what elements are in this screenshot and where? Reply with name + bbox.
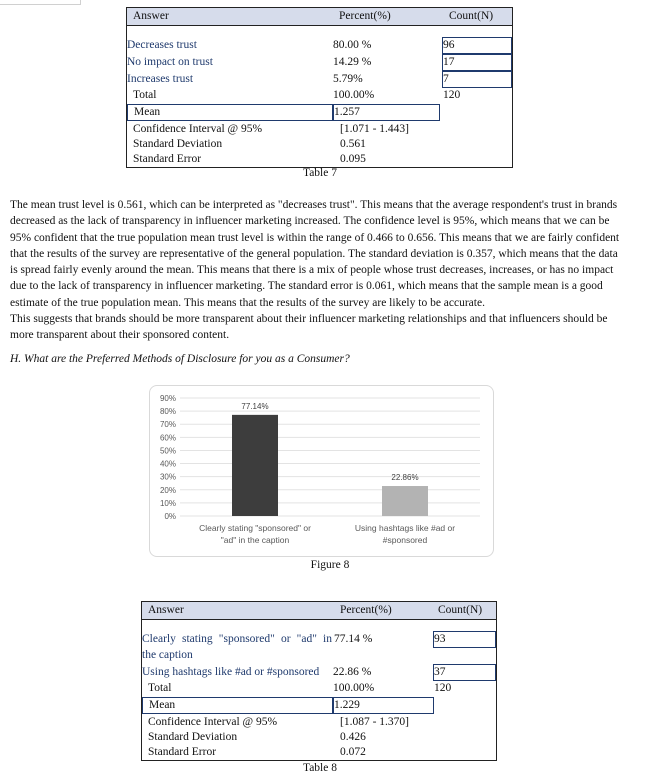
y-tick-label: 60% <box>159 433 176 443</box>
row-answer: Total <box>133 89 157 101</box>
y-tick-label: 50% <box>159 446 176 456</box>
bar <box>382 486 428 516</box>
row-percent: 100.00% <box>333 89 375 101</box>
header-answer: Answer <box>133 10 169 22</box>
x-category-label: Using hashtags like #ad or <box>354 523 456 533</box>
row-count: 17 <box>442 54 512 71</box>
paragraph-line: is spread fairly evenly around the mean. This means that there is a mix of people whose trust decreases, increases, or has no impact <box>10 264 614 277</box>
row-answer: Decreases trust <box>127 39 197 51</box>
row-percent: 14.29 % <box>333 56 372 68</box>
paragraph-line: that the results of the survey are representative of the general population. The standard deviation is 0.357, which means that the data <box>10 247 618 260</box>
bar <box>232 415 278 516</box>
sd-label: Standard Deviation <box>133 138 223 150</box>
row-count: 7 <box>442 71 512 88</box>
table-8 <box>141 601 497 761</box>
ci-label: Confidence Interval @ 95% <box>148 716 278 728</box>
row-count: 96 <box>442 37 512 54</box>
sd-value: 0.426 <box>340 731 366 743</box>
header-percent: Percent(%) <box>340 604 392 616</box>
header-count: Count(N) <box>438 604 483 616</box>
paragraph-line: decreased as the lack of transparency in influencer marketing increased. The confidence level is 95%, which means that we can be <box>10 215 610 228</box>
bar-chart-svg <box>150 386 493 556</box>
paragraph-line: 95% confident that the true population mean trust level is within the range of 0.466 to 0.656. This means that we are fairly confident <box>10 231 620 244</box>
page-top-edge <box>0 0 81 5</box>
paragraph-line: The mean trust level is 0.561, which can be interpreted as "decreases trust". This means that the average respondent's trust in brands <box>10 199 618 211</box>
row-count: 120 <box>434 682 452 694</box>
row-answer: Total <box>148 682 172 694</box>
row-percent: 5.79% <box>333 73 363 85</box>
se-value: 0.095 <box>340 153 366 165</box>
ci-value: [1.071 - 1.443] <box>340 123 409 135</box>
mean-value: 1.257 <box>333 104 440 121</box>
row-percent: 77.14 % <box>334 633 373 645</box>
row-count: 120 <box>443 89 461 101</box>
figure-8-chart <box>149 385 494 557</box>
x-category-label: Clearly stating "sponsored" or <box>199 523 311 533</box>
y-tick-label: 10% <box>159 498 176 508</box>
ci-label: Confidence Interval @ 95% <box>133 123 263 135</box>
header-answer: Answer <box>148 604 184 616</box>
row-answer: Using hashtags like #ad or #sponsored <box>142 666 320 678</box>
x-category-label: #sponsored <box>382 535 428 545</box>
row-count: 93 <box>433 631 496 648</box>
paragraph-line: more transparent about their sponsored content. <box>10 329 230 342</box>
section-heading: H. What are the Preferred Methods of Disclosure for you as a Consumer? <box>10 353 350 365</box>
row-percent: 80.00 % <box>333 39 372 51</box>
figure-8-caption: Figure 8 <box>310 559 350 571</box>
y-tick-label: 40% <box>159 459 176 469</box>
mean-label: Mean <box>127 104 333 121</box>
body-paragraph <box>10 197 632 344</box>
mean-value: 1.229 <box>333 697 434 714</box>
y-tick-label: 30% <box>159 472 176 482</box>
y-tick-label: 70% <box>159 420 176 430</box>
x-category-label: "ad" in the caption <box>220 535 290 545</box>
ci-value: [1.087 - 1.370] <box>340 716 409 728</box>
y-tick-label: 80% <box>159 407 176 417</box>
data-label: 22.86% <box>391 473 419 483</box>
row-answer: No impact on trust <box>127 56 213 68</box>
row-percent: 22.86 % <box>333 666 372 678</box>
se-label: Standard Error <box>133 153 202 165</box>
se-label: Standard Error <box>148 746 217 758</box>
y-tick-label: 90% <box>159 394 176 403</box>
row-count: 37 <box>433 664 496 681</box>
paragraph-line: This suggests that brands should be more transparent about their influencer marketing relationships and that influencers should be <box>10 313 608 326</box>
mean-label: Mean <box>142 697 333 714</box>
table-8-caption: Table 8 <box>302 762 337 774</box>
sd-value: 0.561 <box>340 138 366 150</box>
y-tick-label: 0% <box>164 512 176 521</box>
row-answer: Increases trust <box>127 73 194 85</box>
row-percent: 100.00% <box>333 682 375 694</box>
paragraph-line: estimate of the true population mean. This means that the results of the survey are likely to be accurate. <box>10 296 485 309</box>
se-value: 0.072 <box>340 746 366 758</box>
table-7-caption: Table 7 <box>302 167 337 179</box>
y-tick-label: 20% <box>159 485 176 495</box>
header-percent: Percent(%) <box>339 10 391 22</box>
paragraph-line: due to the lack of transparency in influencer marketing. The standard error is 0.061, which means that the sample mean is a good <box>10 280 603 293</box>
sd-label: Standard Deviation <box>148 731 238 743</box>
row-answer: Clearly stating "sponsored" or "ad" in the caption <box>142 633 332 661</box>
header-count: Count(N) <box>449 10 494 22</box>
table-7 <box>126 7 513 168</box>
data-label: 77.14% <box>241 401 269 411</box>
